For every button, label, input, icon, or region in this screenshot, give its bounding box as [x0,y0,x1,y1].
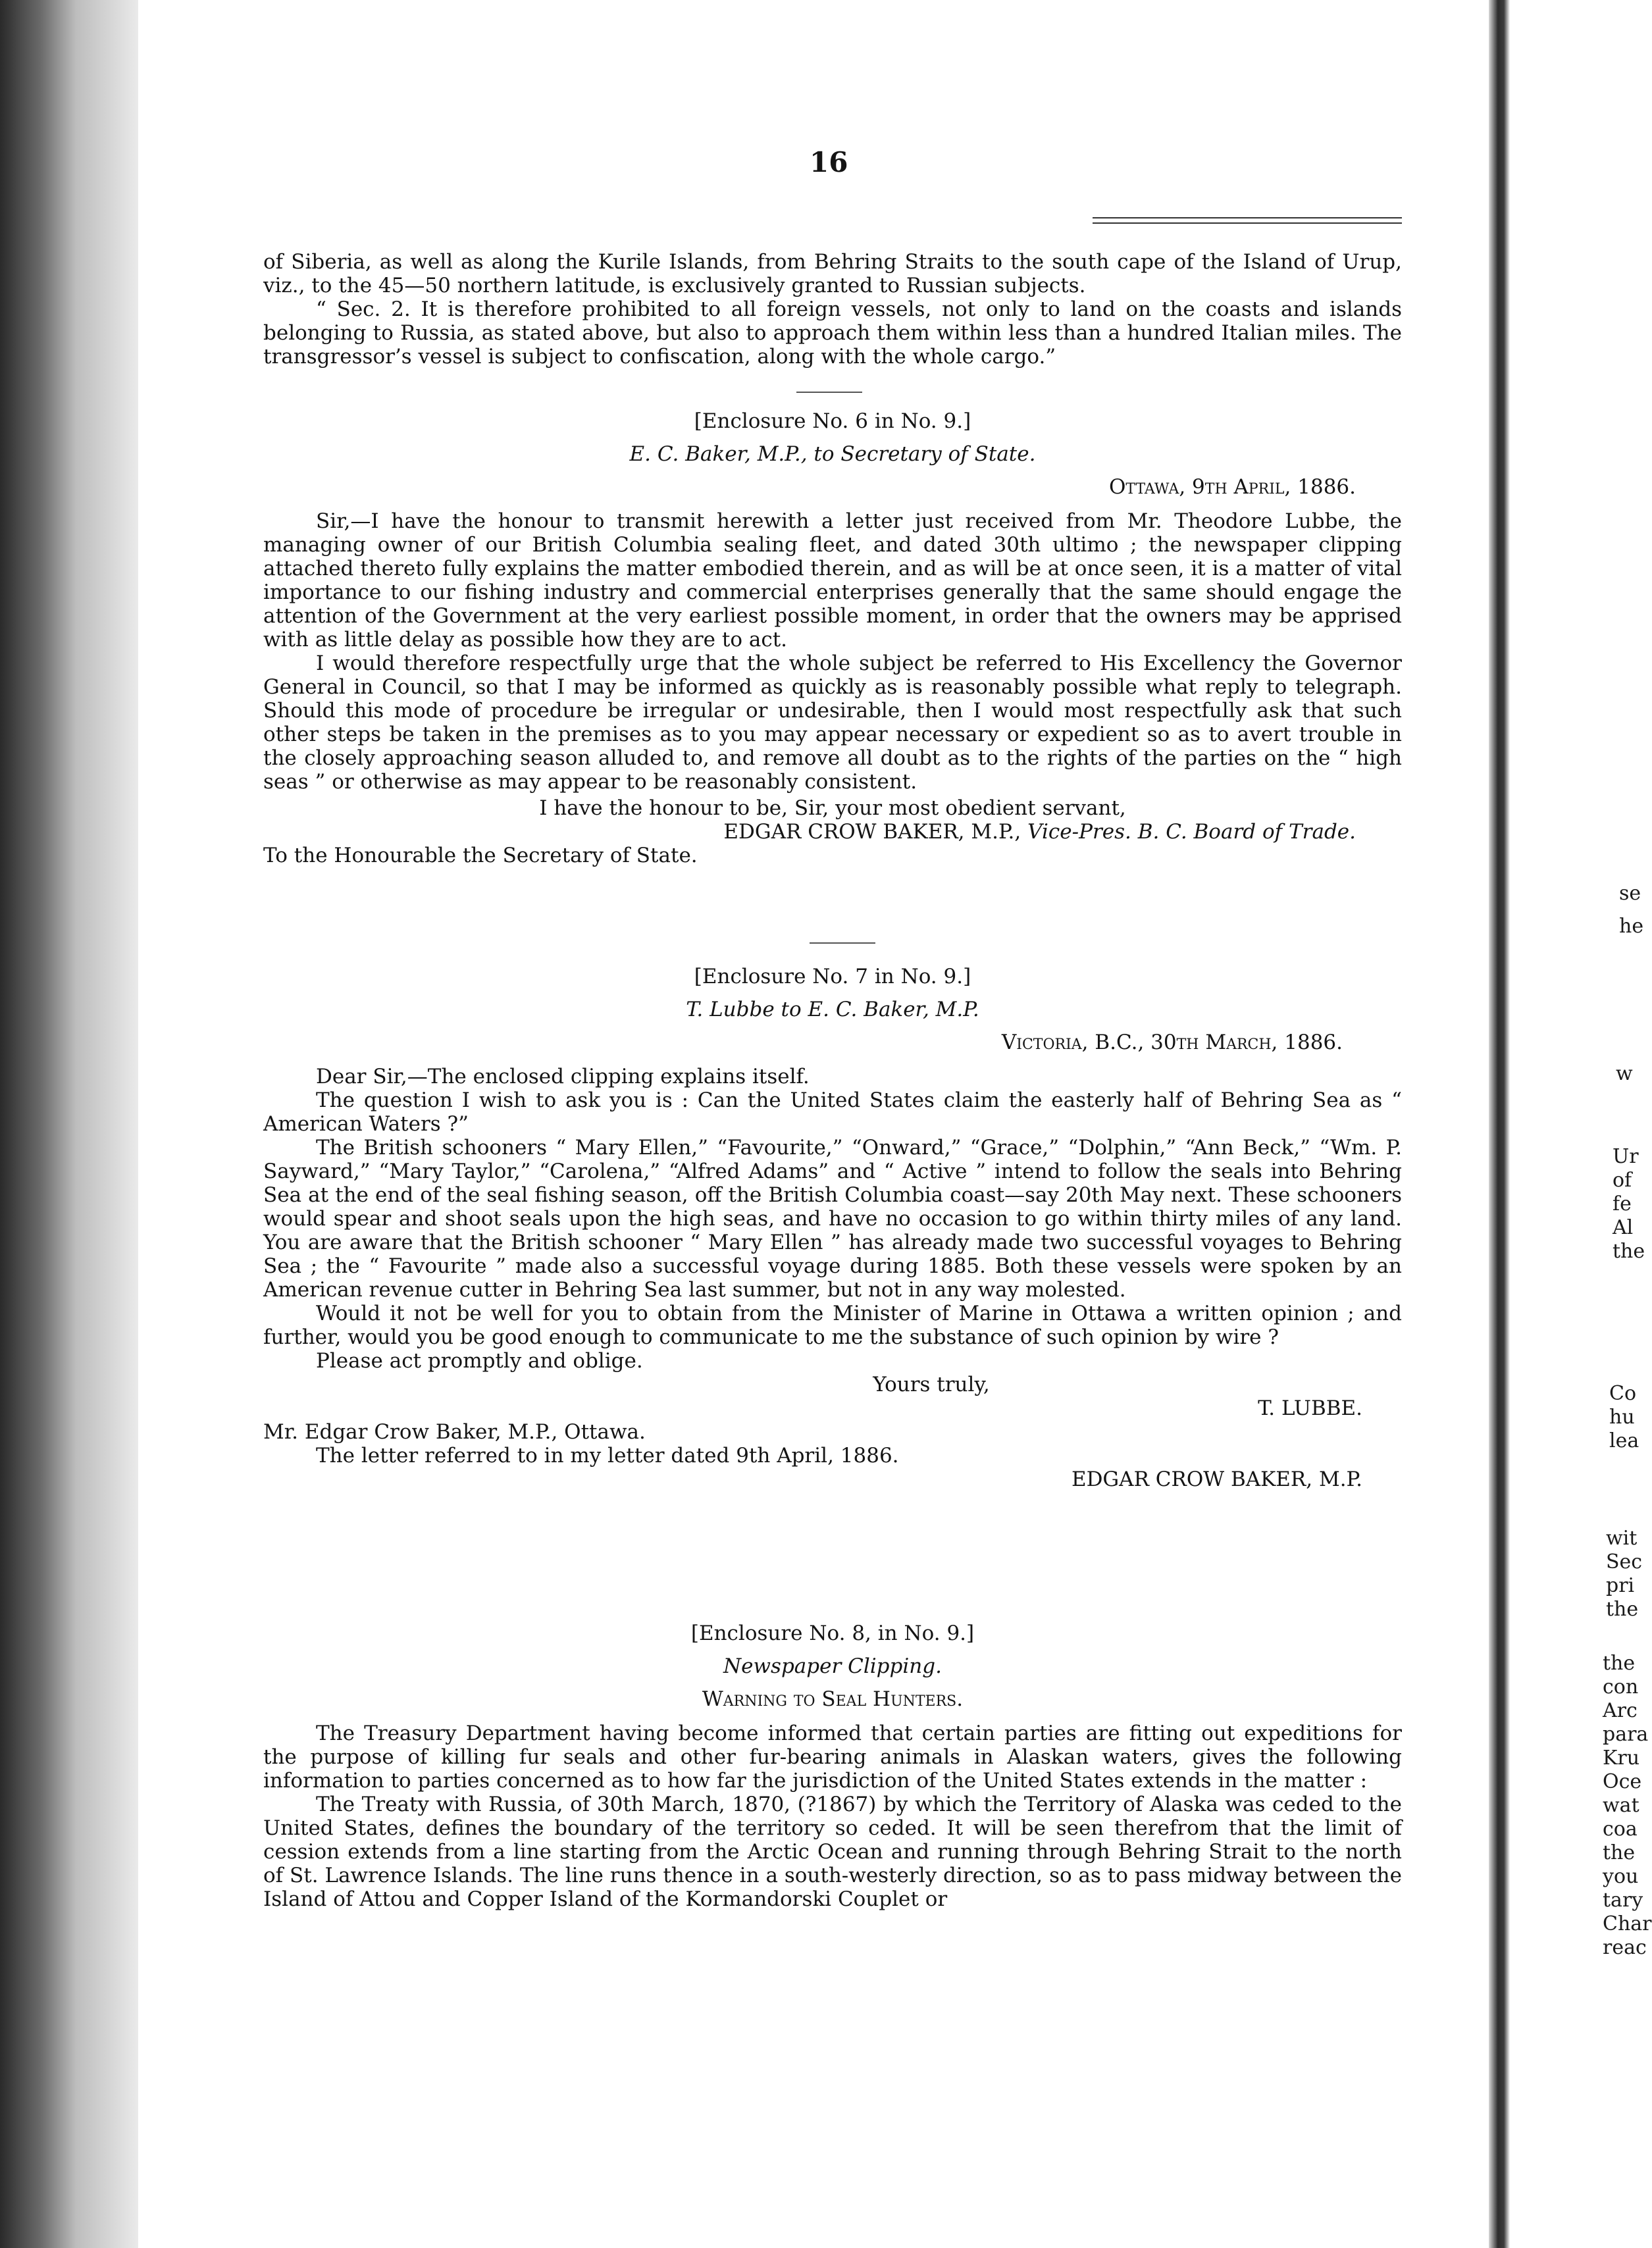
facing-page-fragment: para [1603,1723,1649,1746]
section-divider [810,942,875,944]
facing-page-fragment: w [1616,1062,1633,1085]
facing-page-fragment: reac [1603,1936,1647,1959]
enclosure-heading: [Enclosure No. 6 in No. 9.] [694,409,971,433]
letter-closing: I have the honour to be, Sir, your most obedient servant, [539,796,1126,820]
facing-page-fragment: you [1603,1865,1639,1888]
facing-page-fragment: lea [1609,1429,1639,1452]
facing-page-fragment: coa [1603,1818,1638,1841]
facing-page-fragment: the [1606,1598,1639,1621]
facing-page-fragment: the [1613,1240,1645,1263]
note: The letter referred to in my letter dated 9th April, 1886. [316,1444,899,1468]
signature-title: Vice-Pres. B. C. Board of Trade. [1027,820,1356,844]
signature-name: EDGAR CROW BAKER, M.P., [723,820,1021,844]
facing-page-fragment: the [1603,1652,1636,1675]
article-title: Warning to Seal Hunters. [702,1687,964,1711]
facing-page-fragment: Ur [1613,1145,1639,1168]
facing-page-fragment: the [1603,1841,1636,1864]
note-signature: EDGAR CROW BAKER, M.P. [1071,1468,1362,1491]
continuation-paragraph: “ Sec. 2. It is therefore prohibited to all foreign vessels, not only to land on the coasts and islands belonging to Russia, as stated above, but also to approach them within less than a hundred Italian miles. The transgressor’s vessel is subject to confiscation, along with the whole cargo.” [263,297,1402,369]
facing-page-fragment: Co [1609,1382,1637,1405]
dateline: Ottawa, 9th April, 1886. [1108,475,1356,499]
continuation-paragraph: of Siberia, as well as along the Kurile Islands, from Behring Straits to the south cape of the Island of Urup, viz., to the 45—50 northern latitude, is exclusively granted to Russian subjects. [263,250,1402,297]
enclosure-6 [263,409,1402,867]
enclosure-8 [263,1622,1402,1911]
enclosure-heading: [Enclosure No. 8, in No. 9.] [690,1622,975,1645]
facing-page-fragment: of [1613,1169,1632,1192]
enclosure-7 [263,965,1402,1491]
letter-paragraph: The question I wish to ask you is : Can the United States claim the easterly half of Behring Sea as “ American Waters ?” [263,1088,1402,1136]
facing-page-fragment: Oce [1603,1770,1642,1793]
facing-page-fragment: wat [1603,1794,1639,1817]
letter-paragraph: Sir,—I have the honour to transmit herewith a letter just received from Mr. Theodore Lubbe, the managing owner of our British Columbia sealing fleet, and dated 30th ultimo ; the newspaper clipping attached thereto fully explains the matter embodied therein, and as will be at once seen, it is a matter of vital importance to our fishing industry and commercial enterprises generally that the same should engage the attention of the Government at the very earliest possible moment, in order that the owners may be apprised with as little delay as possible how they are to act. [263,509,1402,651]
letter-paragraph: The British schooners “ Mary Ellen,” “Favourite,” “Onward,” “Grace,” “Dolphin,” “Ann Beck,” “Wm. P. Sayward,” “Mary Taylor,” “Carolena,” “Alfred Adams” and “ Active ” intend to follow the seals into Behring Sea at the end of the seal fishing season, off the British Columbia coast—say 20th May next. These schooners would spear and shoot seals upon the high seas, and have no occasion to go within thirty miles of any land. You are aware that the British schooner “ Mary Ellen ” has already made two successful voyages to Behring Sea ; the “ Favourite ” made also a successful voyage during 1885. Both these vessels were spoken by an American revenue cutter in Behring Sea last summer, but not in any way molested. [263,1136,1402,1302]
letter-closing: Yours truly, [873,1373,990,1396]
letter-paragraph: I would therefore respectfully urge that the whole subject be referred to His Excellency the Governor General in Council, so that I may be informed as quickly as is reasonably possible what reply to telegraph. Should this mode of procedure be irregular or undesirable, then I would most respectfully ask that such other steps be taken in the premises as to you may appear necessary or expedient so as to avert trouble in the closely approaching season alluded to, and remove all doubt as to the rights of the parties on the “ high seas ” or otherwise as may appear to be reasonably consistent. [263,651,1402,794]
facing-page-fragment: wit [1606,1527,1638,1550]
dateline: Victoria, B.C., 30th March, 1886. [1001,1031,1343,1054]
facing-page-fragment: pri [1606,1574,1635,1597]
letter-paragraph: Please act promptly and oblige. [316,1349,643,1373]
facing-page-fragment: he [1619,915,1644,938]
signature: T. LUBBE. [1258,1396,1362,1420]
letter-paragraph: Would it not be well for you to obtain from the Minister of Marine in Ottawa a written opinion ; and further, would you be good enough to communicate to me the substance of such opinion by wire ? [263,1302,1402,1349]
facing-page-fragment: Sec [1606,1550,1643,1573]
facing-page-fragment: Kru [1603,1747,1640,1770]
header-rule [1093,217,1402,218]
enclosure-subheading: T. Lubbe to E. C. Baker, M.P. [686,998,979,1021]
facing-page-fragment: Char [1603,1912,1652,1935]
addressee: To the Honourable the Secretary of State. [263,844,698,867]
page-number: 16 [810,146,848,178]
enclosure-subheading: Newspaper Clipping. [723,1654,942,1678]
facing-page-fragment: tary [1603,1889,1643,1912]
facing-page-fragment: fe [1613,1192,1632,1215]
article-paragraph: The Treasury Department having become informed that certain parties are fitting out expeditions for the purpose of killing fur seals and other fur-bearing animals in Alaskan waters, gives the following information to parties concerned as to how far the jurisdiction of the United States extends in the matter : [263,1722,1402,1793]
facing-page-fragment: Arc [1603,1699,1638,1722]
section-divider [796,392,862,393]
article-paragraph: The Treaty with Russia, of 30th March, 1870, (?1867) by which the Territory of Alaska was ceded to the United States, defines the boundary of the territory so ceded. It will be seen therefrom that the limit of cession extends from a line starting from the Arctic Ocean and running through Behring Strait to the north of St. Lawrence Islands. The line runs thence in a south-westerly direction, so as to pass midway between the Island of Attou and Copper Island of the Kormandorski Couplet or [263,1793,1402,1911]
continuation-section [263,250,1402,369]
facing-page-fragment: con [1603,1675,1639,1699]
facing-page-fragment: hu [1609,1406,1635,1429]
enclosure-subheading: E. C. Baker, M.P., to Secretary of State. [629,442,1036,466]
facing-page-fragment: se [1619,882,1641,905]
facing-page-fragment: Al [1613,1216,1634,1239]
addressee: Mr. Edgar Crow Baker, M.P., Ottawa. [263,1420,646,1444]
book-binding-shadow [0,0,138,2248]
enclosure-heading: [Enclosure No. 7 in No. 9.] [694,965,971,988]
salutation: Dear Sir,—The enclosed clipping explains itself. [316,1065,810,1088]
header-rule-lower [1093,222,1402,224]
signature-line [263,820,1402,844]
